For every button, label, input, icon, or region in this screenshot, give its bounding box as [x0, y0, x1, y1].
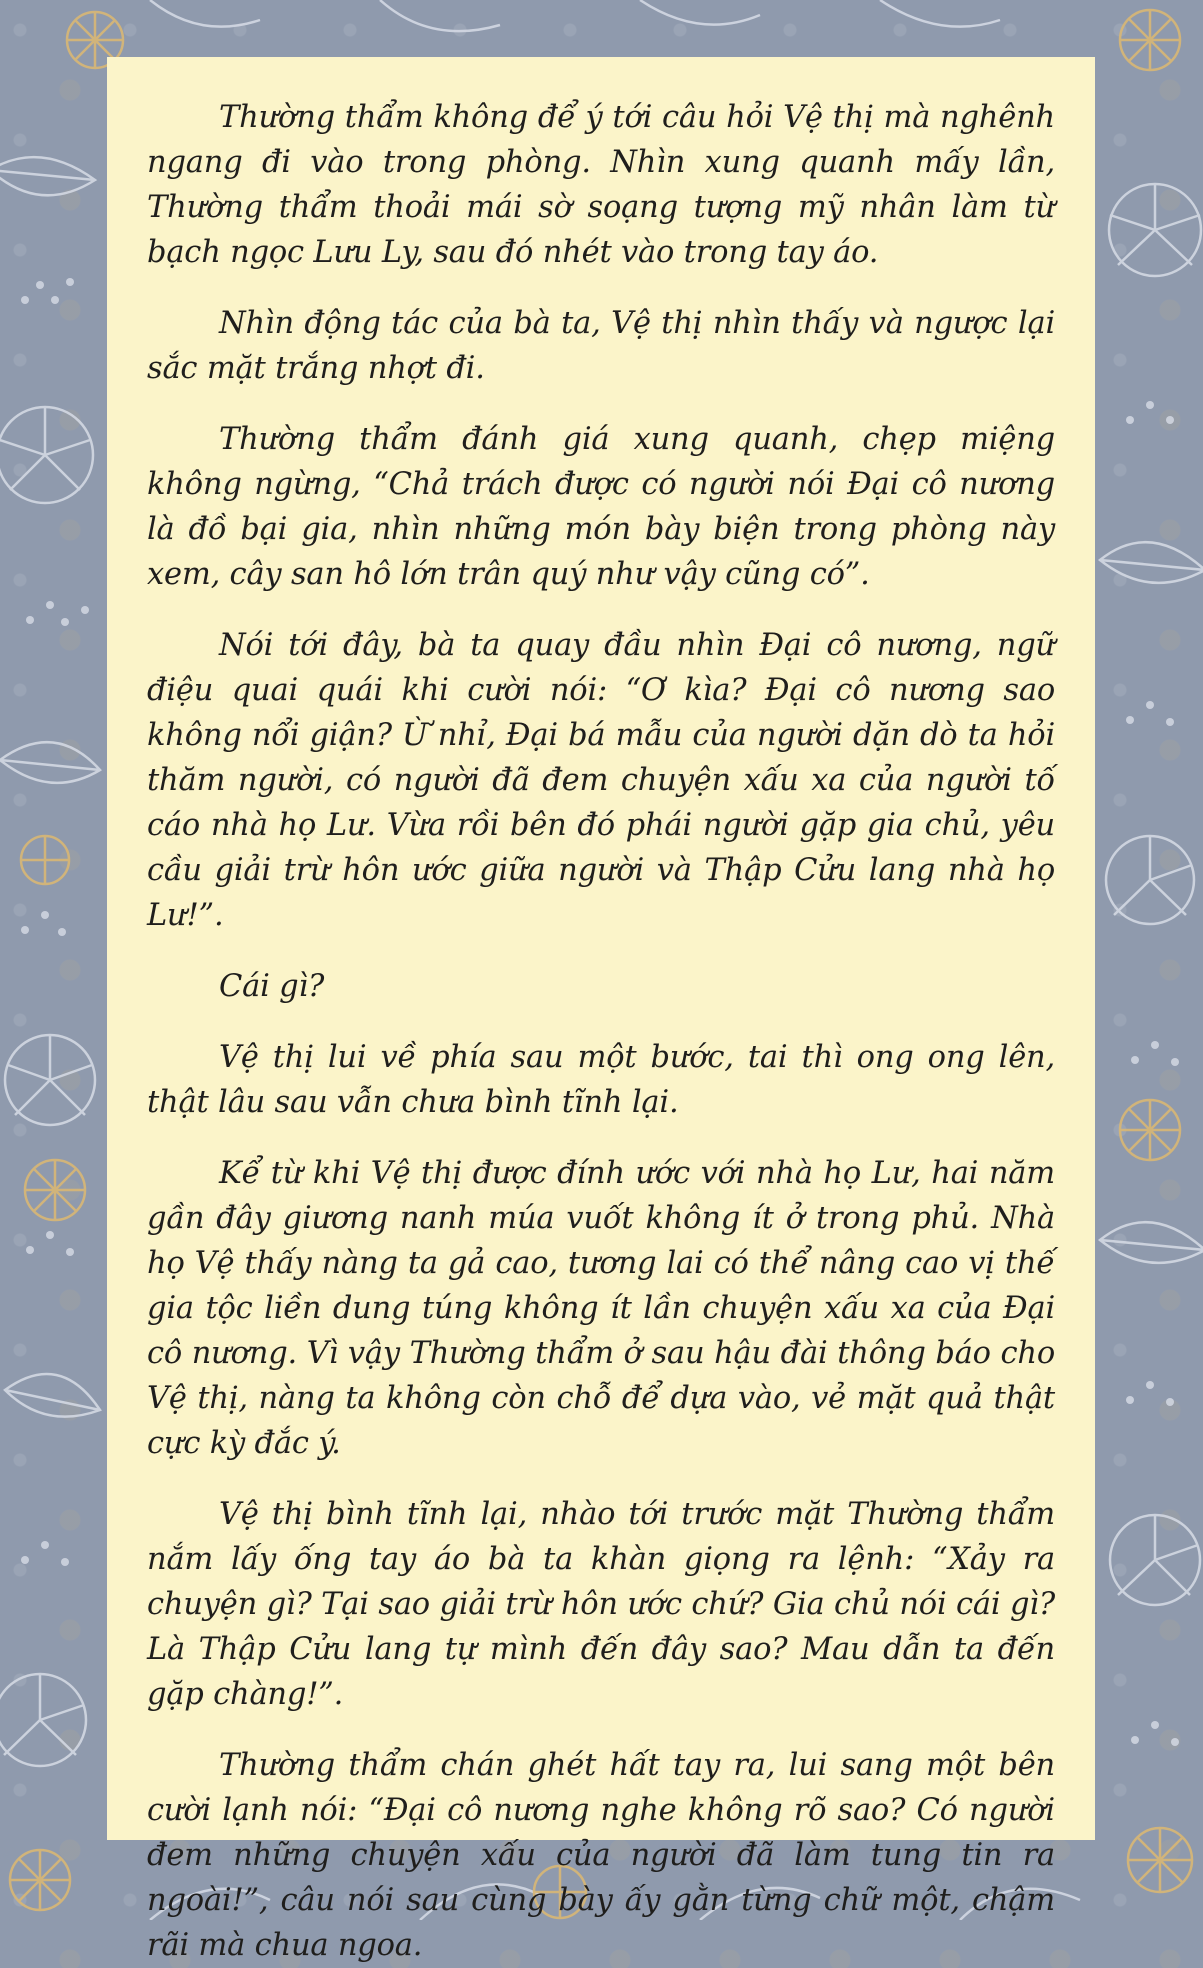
paragraph: Thường thẩm không để ý tới câu hỏi Vệ thị mà nghênh ngang đi vào trong phòng. Nhìn xung quanh mấy lần, Thường thẩm thoải mái sờ soạng tượng mỹ nhân làm từ bạch ngọc Lưu Ly, sau đó nhét vào trong tay áo.	[147, 100, 1055, 270]
flower-icon	[25, 1160, 85, 1220]
paragraph: Vệ thị lui về phía sau một bước, tai thì ong ong lên, thật lâu sau vẫn chưa bình tĩnh lại.	[147, 1040, 1055, 1120]
lotus-leaf-icon	[1109, 184, 1201, 276]
paragraph: Thường thẩm chán ghét hất tay ra, lui sang một bên cười lạnh nói: “Đại cô nương nghe không rõ sao? Có người đem những chuyện xấu của người đã làm tung tin ra ngoài!”, câu nói sau cùng bày ấy gằn từng chữ một, chậm rãi mà chua ngoa.	[147, 1748, 1055, 1963]
flower-icon	[10, 1850, 70, 1910]
lotus-leaf-icon	[1110, 1515, 1200, 1605]
lotus-leaf-icon	[1106, 836, 1194, 924]
lotus-leaf-icon	[0, 407, 93, 503]
text-page	[107, 57, 1095, 1963]
leaf-icon	[1100, 542, 1203, 583]
paragraph: Nói tới đây, bà ta quay đầu nhìn Đại cô nương, ngữ điệu quai quái khi cười nói: “Ơ kìa? Đại cô nương sao không nổi giận? Ừ nhỉ, Đại bá mẫu của người dặn dò ta hỏi thăm người, có người đã đem chuyện xấu xa của người tố cáo nhà họ Lư. Vừa rồi bên đó phái người gặp gia chủ, yêu cầu giải trừ hôn ước giữa người và Thập Cửu lang nhà họ Lư!”.	[147, 628, 1055, 933]
leaf-icon	[0, 742, 100, 783]
flower-icon	[21, 836, 69, 884]
paragraph: Cái gì?	[219, 969, 325, 1004]
lotus-leaf-icon	[0, 1674, 86, 1766]
leaf-icon	[5, 1374, 100, 1417]
paragraph: Vệ thị bình tĩnh lại, nhào tới trước mặt Thường thẩm nắm lấy ống tay áo bà ta khàn giọng ra lệnh: “Xảy ra chuyện gì? Tại sao giải trừ hôn ước chứ? Gia chủ nói cái gì? Là Thập Cửu lang tự mình đến đây sao? Mau dẫn ta đến gặp chàng!”.	[147, 1497, 1055, 1712]
paragraph: Nhìn động tác của bà ta, Vệ thị nhìn thấy và ngược lại sắc mặt trắng nhợt đi.	[147, 306, 1055, 386]
leaf-icon	[1100, 1222, 1203, 1263]
lotus-leaf-icon	[5, 1035, 95, 1125]
paragraph: Kể từ khi Vệ thị được đính ước với nhà họ Lư, hai năm gần đây giương nanh múa vuốt không ít ở trong phủ. Nhà họ Vệ thấy nàng ta gả cao, tương lai có thể nâng cao vị thế gia tộc liền dung túng không ít lần chuyện xấu xa của Đại cô nương. Vì vậy Thường thẩm ở sau hậu đài thông báo cho Vệ thị, nàng ta không còn chỗ để dựa vào, vẻ mặt quả thật cực kỳ đắc ý.	[147, 1156, 1055, 1461]
paragraph: Thường thẩm đánh giá xung quanh, chẹp miệng không ngừng, “Chả trách được có người nói Đại cô nương là đồ bại gia, nhìn những món bày biện trong phòng này xem, cây san hô lớn trân quý như vậy cũng có”.	[147, 422, 1055, 592]
flower-icon	[1128, 1828, 1192, 1892]
flower-icon	[1120, 1100, 1180, 1160]
flower-icon	[1120, 10, 1180, 70]
leaf-icon	[0, 157, 95, 195]
